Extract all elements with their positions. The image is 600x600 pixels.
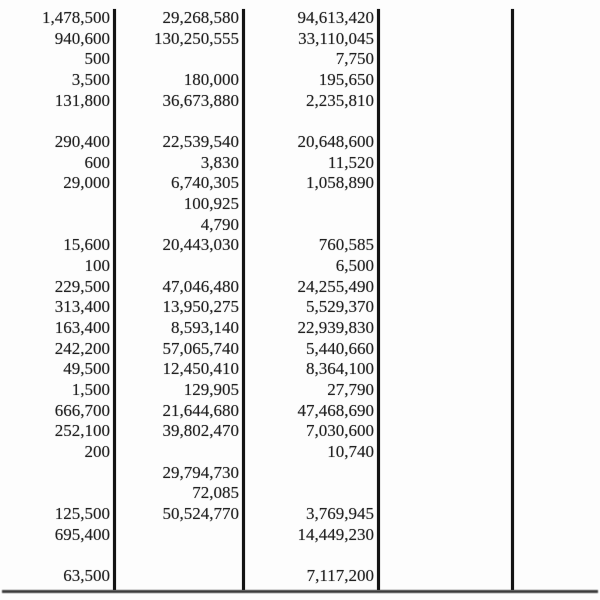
table-cell: 666,700 <box>54 400 110 420</box>
table-cell: 47,046,480 <box>162 276 239 296</box>
table-cell: 47,468,690 <box>297 400 374 420</box>
table-cell: 242,200 <box>54 338 110 358</box>
table-cell: 8,593,140 <box>171 318 239 338</box>
table-cell <box>128 566 239 587</box>
table-cell <box>8 545 110 566</box>
table-cell: 12,450,410 <box>162 359 239 379</box>
table-cell: 195,650 <box>318 70 374 90</box>
table-cell: 180,000 <box>183 70 239 90</box>
table-cell <box>252 111 374 132</box>
table-cell: 1,058,890 <box>306 173 374 193</box>
table-cell: 3,500 <box>71 70 110 90</box>
table-cell <box>128 525 239 546</box>
table-cell: 6,500 <box>335 256 374 276</box>
table-cell <box>252 463 374 484</box>
table-cell: 163,400 <box>54 318 110 338</box>
table-cell: 63,500 <box>63 566 110 586</box>
vertical-rule-4 <box>511 9 514 590</box>
table-cell <box>128 49 239 70</box>
table-cell: 8,364,100 <box>306 359 374 379</box>
table-cell <box>252 215 374 236</box>
table-cell: 49,500 <box>63 359 110 379</box>
table-cell: 7,117,200 <box>306 566 374 586</box>
table-cell: 5,529,370 <box>306 297 374 317</box>
table-cell: 130,250,555 <box>154 28 239 48</box>
table-cell: 20,648,600 <box>297 132 374 152</box>
table-cell: 21,644,680 <box>162 400 239 420</box>
table-cell: 5,440,660 <box>306 338 374 358</box>
table-cell: 760,585 <box>318 235 374 255</box>
table-cell: 13,950,275 <box>162 297 239 317</box>
table-cell: 72,085 <box>192 483 239 503</box>
table-cell: 313,400 <box>54 297 110 317</box>
table-cell <box>252 483 374 504</box>
table-cell: 57,065,740 <box>162 338 239 358</box>
table-cell: 94,613,420 <box>297 8 374 27</box>
table-cell: 39,802,470 <box>162 421 239 441</box>
table-cell: 50,524,770 <box>162 504 239 524</box>
table-cell: 600 <box>84 152 110 172</box>
table-cell: 500 <box>84 49 110 69</box>
table-cell <box>128 442 239 463</box>
table-cell: 100 <box>84 256 110 276</box>
table-column-2 <box>128 8 239 587</box>
table-cell: 11,520 <box>327 152 374 172</box>
table-cell <box>8 215 110 236</box>
table-column-3 <box>252 8 374 587</box>
table-cell: 14,449,230 <box>297 524 374 544</box>
bottom-horizontal-rule <box>2 590 598 593</box>
table-cell: 125,500 <box>54 504 110 524</box>
table-cell: 695,400 <box>54 524 110 544</box>
table-cell: 252,100 <box>54 421 110 441</box>
table-cell: 1,500 <box>71 380 110 400</box>
table-cell <box>8 463 110 484</box>
table-cell: 29,000 <box>63 173 110 193</box>
table-cell: 29,268,580 <box>162 8 239 27</box>
vertical-rule-2 <box>242 9 245 590</box>
table-cell: 7,750 <box>335 49 374 69</box>
table-cell <box>8 194 110 215</box>
table-cell: 100,925 <box>183 194 239 214</box>
table-cell <box>8 483 110 504</box>
table-cell: 229,500 <box>54 276 110 296</box>
table-cell: 29,794,730 <box>162 462 239 482</box>
table-cell: 22,939,830 <box>297 318 374 338</box>
table-cell: 20,443,030 <box>162 235 239 255</box>
table-cell <box>128 256 239 277</box>
table-cell: 1,478,500 <box>42 8 110 27</box>
table-cell: 7,030,600 <box>306 421 374 441</box>
table-cell: 3,830 <box>200 152 239 172</box>
vertical-rule-1 <box>113 9 116 590</box>
table-cell <box>8 111 110 132</box>
table-cell: 131,800 <box>54 90 110 110</box>
table-cell: 10,740 <box>327 442 374 462</box>
table-cell: 36,673,880 <box>162 90 239 110</box>
table-cell: 6,740,305 <box>171 173 239 193</box>
table-cell: 24,255,490 <box>297 276 374 296</box>
table-cell <box>252 545 374 566</box>
table-cell: 3,769,945 <box>306 504 374 524</box>
table-cell: 22,539,540 <box>162 132 239 152</box>
table-cell: 290,400 <box>54 132 110 152</box>
table-cell: 2,235,810 <box>306 90 374 110</box>
table-cell: 129,905 <box>183 380 239 400</box>
table-cell: 15,600 <box>63 235 110 255</box>
table-cell <box>128 545 239 566</box>
table-cell: 33,110,045 <box>298 28 374 48</box>
table-cell: 4,790 <box>200 214 239 234</box>
vertical-rule-3 <box>377 9 380 590</box>
table-column-1 <box>8 8 110 587</box>
table-cell <box>252 194 374 215</box>
table-cell: 27,790 <box>327 380 374 400</box>
table-cell <box>128 111 239 132</box>
table-cell: 940,600 <box>54 28 110 48</box>
table-cell: 200 <box>84 442 110 462</box>
